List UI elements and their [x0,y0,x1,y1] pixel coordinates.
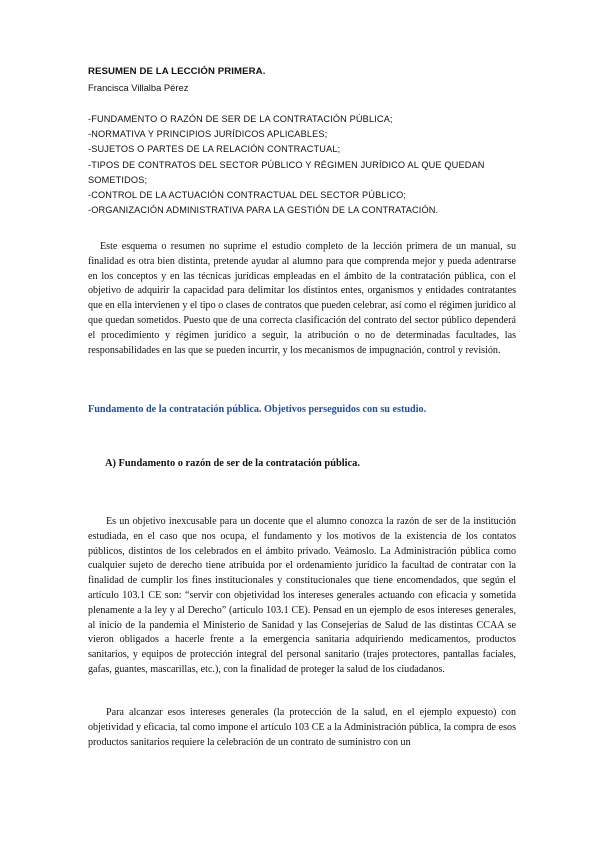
topic-item: -CONTROL DE LA ACTUACIÓN CONTRACTUAL DEL SECTOR PÚBLICO; [88,190,407,201]
document-title: RESUMEN DE LA LECCIÓN PRIMERA. [88,66,266,77]
section-heading: Fundamento de la contratación pública. Objetivos perseguidos con su estudio. [88,404,427,415]
topic-item: -ORGANIZACIÓN ADMINISTRATIVA PARA LA GESTIÓN DE LA CONTRATACIÓN. [88,205,439,216]
topic-item: -TIPOS DE CONTRATOS DEL SECTOR PÚBLICO Y RÉGIMEN JURÍDICO AL QUE QUEDAN SOMETIDOS; [88,159,485,185]
topics-list [88,112,528,218]
topic-item: -FUNDAMENTO O RAZÓN DE SER DE LA CONTRATACIÓN PÚBLICA; [88,114,393,124]
body-paragraph: Para alcanzar esos intereses generales (la protección de la salud, en el ejemplo expuesto) con objetividad y eficacia, tal como impone el artículo 103 CE a la Administración pública, la compra de esos productos sanitarios requiere la celebración de un contrato de suministro con un [88,707,516,748]
subsection-heading: A) Fundamento o razón de ser de la contratación pública. [105,458,360,469]
topic-item: -NORMATIVA Y PRINCIPIOS JURÍDICOS APLICABLES; [88,129,328,140]
intro-paragraph: Este esquema o resumen no suprime el estudio completo de la lección primera de un manual, su finalidad es otra bien distinta, pretende ayudar al alumno para que comprenda mejor y pueda adentrarse en los conceptos y en las técnicas jurídicas empleadas en el ámbito de la contratación pública, con el objetivo de adquirir la capacidad para delimitar los distintos entes, organismos y entidades contratantes que en ella intervienen y el tipo o clases de contratos que pueden celebrar, así como el régimen jurídico al que quedan sometidos. Puesto que de una correcta clasificación del contrato del sector público dependerá el procedimiento y régimen jurídico a seguir, la atribución o no de determinadas facultades, las responsabilidades en las que se pueden incurrir, y los mecanismos de impugnación, control y revisión. [88,241,516,356]
document-author: Francisca Villalba Pérez [88,82,189,93]
topic-item: -SUJETOS O PARTES DE LA RELACIÓN CONTRACTUAL; [88,144,341,155]
body-paragraph: Es un objetivo inexcusable para un docente que el alumno conozca la razón de ser de la institución estudiada, en el caso que nos ocupa, el fundamento y los motivos de la existencia de los contatos públicos, distintos de los celebrados en el ámbito privado. Veámoslo. La Administración pública como cualquier sujeto de derecho tiene atribuida por el ordenamiento jurídico la facultad de contratar con la finalidad de cumplir los fines institucionales y constitucionales que tiene encomendados, que según el artículo 103.1 CE son: “servir con objetividad los intereses generales actuando con eficacia y sometida plenamente a la ley y al Derecho” (artículo 103.1 CE). Pensad en un ejemplo de esos intereses generales, al inicio de la pandemia el Ministerio de Sanidad y las Consejerías de Salud de las distintas CCAA se vieron obligados a hacerle frente a la emergencia sanitaria adquiriendo medicamentos, productos sanitarios, y equipos de protección integral del personal sanitario (trajes protectores, pantallas faciales, gafas, guantes, mascarillas, etc.), con la finalidad de proteger la salud de los ciudadanos. [88,516,516,675]
